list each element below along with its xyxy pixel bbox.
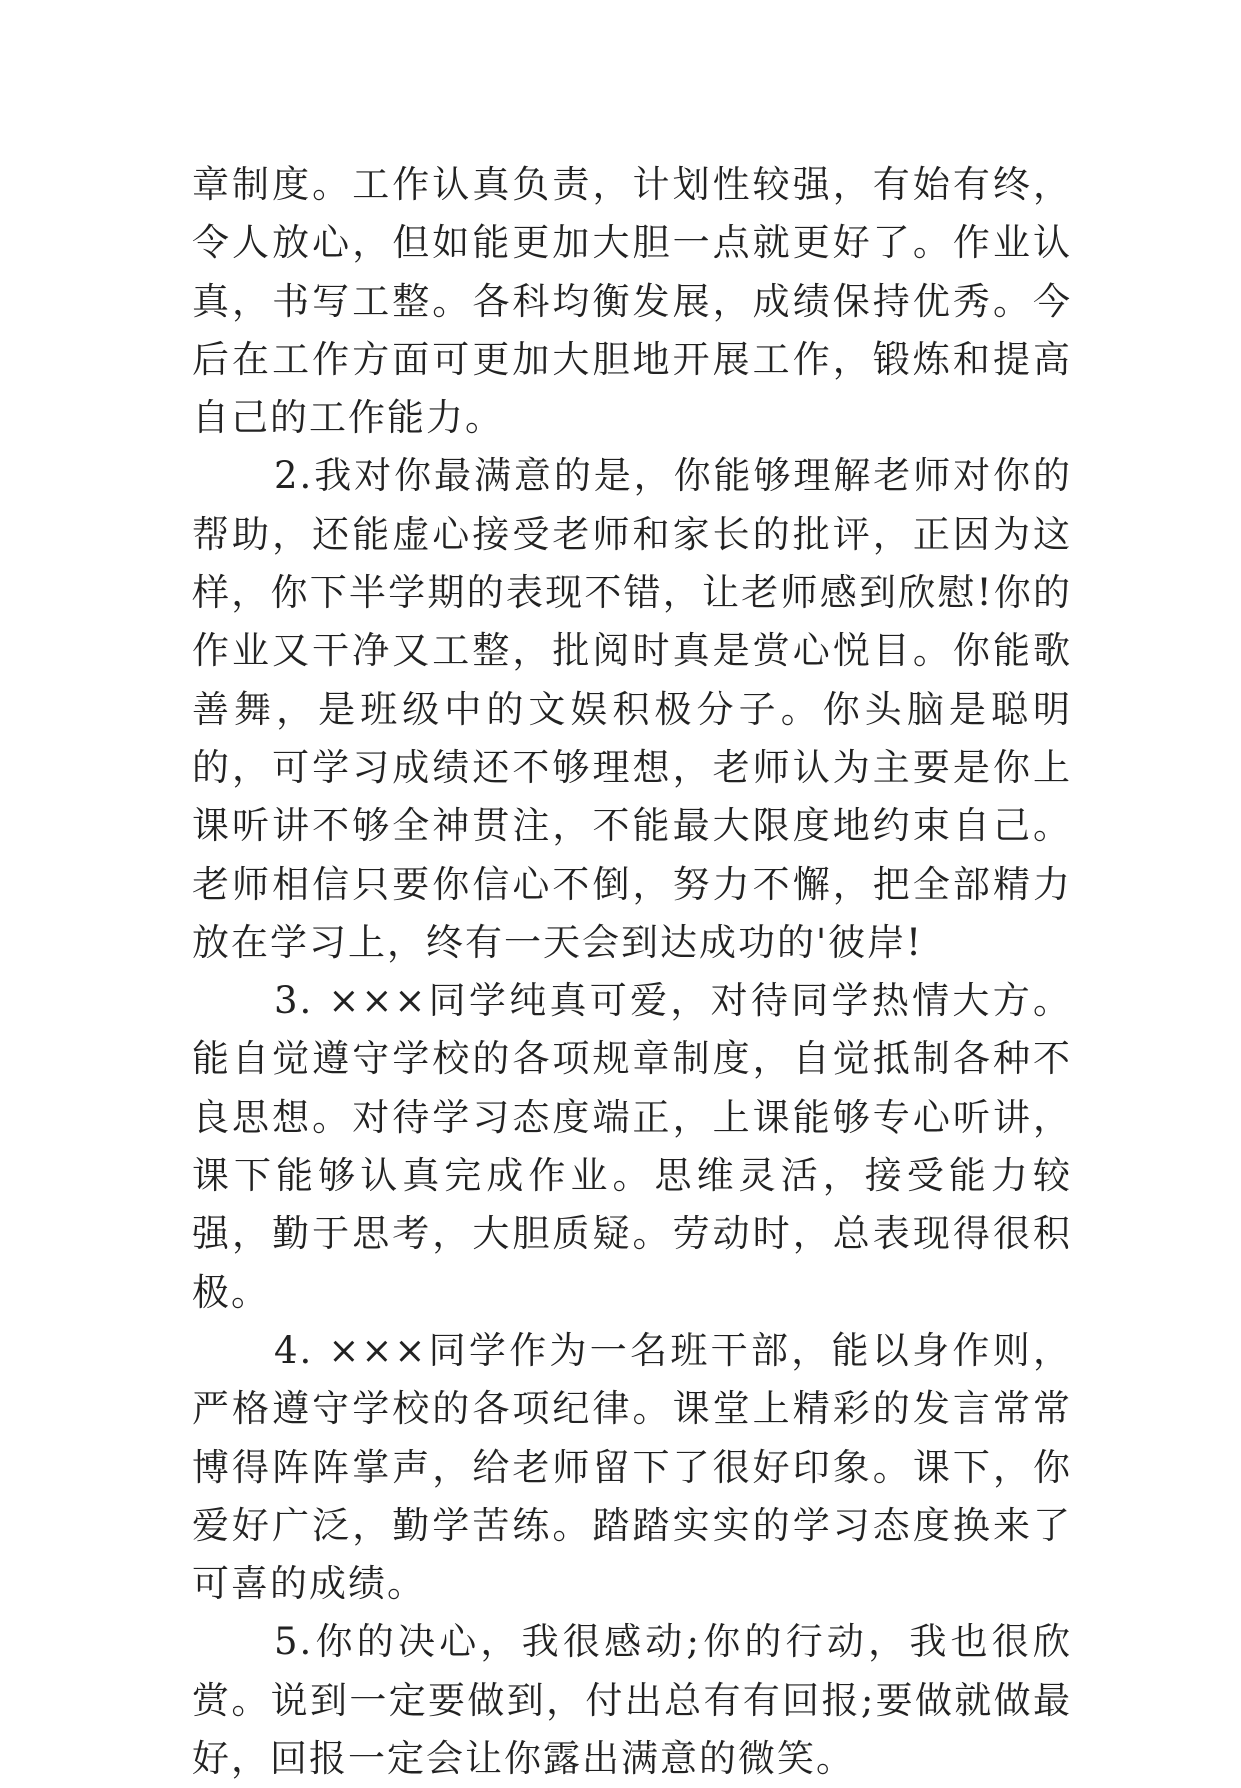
document-body [192, 156, 1072, 1788]
paragraph-comment-2: 2.我对你最满意的是，你能够理解老师对你的帮助，还能虚心接受老师和家长的批评，正因为这样，你下半学期的表现不错，让老师感到欣慰!你的作业又干净又工整，批阅时真是赏心悦目。你能歌善舞，是班级中的文娱积极分子。你头脑是聪明的，可学习成绩还不够理想，老师认为主要是你上课听讲不够全神贯注，不能最大限度地约束自己。老师相信只要你信心不倒，努力不懈，把全部精力放在学习上，终有一天会到达成功的'彼岸! [192, 454, 1072, 964]
paragraph-comment-5: 5.你的决心，我很感动;你的行动，我也很欣赏。说到一定要做到，付出总有有回报;要做就做最好，回报一定会让你露出满意的微笑。 [192, 1620, 1072, 1781]
paragraph-comment-4: 4. ×××同学作为一名班干部，能以身作则，严格遵守学校的各项纪律。课堂上精彩的发言常常博得阵阵掌声，给老师留下了很好印象。课下，你爱好广泛，勤学苦练。踏踏实实的学习态度换来了可喜的成绩。 [192, 1328, 1072, 1606]
paragraph-continued: 章制度。工作认真负责，计划性较强，有始有终，令人放心，但如能更加大胆一点就更好了。作业认真，书写工整。各科均衡发展，成绩保持优秀。今后在工作方面可更加大胆地开展工作，锻炼和提高自己的工作能力。 [192, 163, 1072, 440]
paragraph-comment-3: 3. ×××同学纯真可爱，对待同学热情大方。能自觉遵守学校的各项规章制度，自觉抵制各种不良思想。对待学习态度端正，上课能够专心听讲，课下能够认真完成作业。思维灵活，接受能力较强，勤于思考，大胆质疑。劳动时，总表现得很积极。 [192, 979, 1072, 1314]
